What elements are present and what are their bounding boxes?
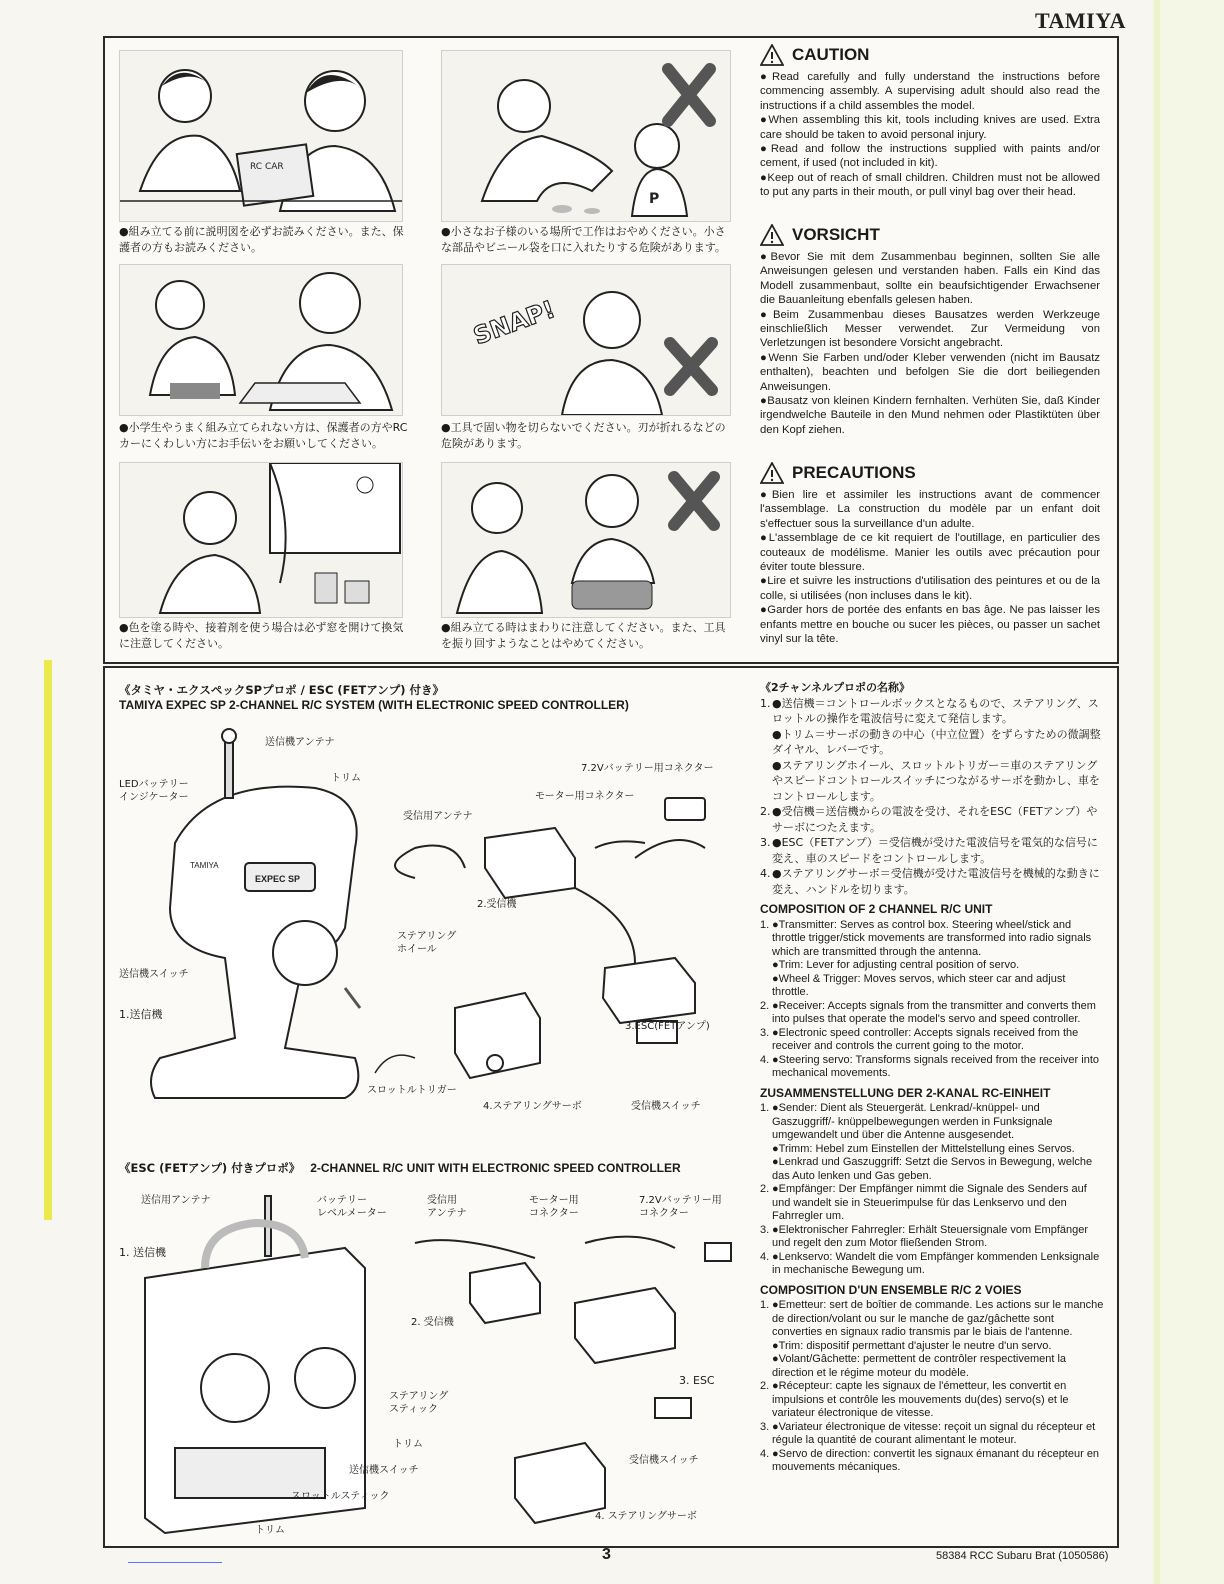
page-margin-edge (1154, 0, 1160, 1584)
label-trim-3: トリム (255, 1525, 285, 1536)
tool-swing-drawing (442, 463, 730, 617)
illustration-caption-3: ●小学生やうまく組み立てられない方は、保護者の方やRCカーにくわしい方にお手伝いをお願いしてください。 (119, 421, 408, 450)
snap-text: SNAP! (469, 295, 559, 351)
caution-en-item: ●When assembling this kit, tools including knives are used. Extra care should be taken to avoid personal injury. (760, 114, 1100, 141)
system2-title-jp: 《ESC (FETアンプ) 付きプロポ》 (119, 1161, 301, 1175)
caution-en-item: ●Read carefully and fully understand the instructions before commencing assembly. A supervising adult should also read the instructions if a child assembles the model. (760, 71, 1100, 112)
names-jp-item: ●ステアリングホイール、スロットルトリガー＝車のステアリングやスピードコントロールスイッチにつながるサーボを動かし、車をコントロールします。 (772, 758, 1100, 803)
names-jp-item: 1. ●送信機＝コントロールボックスとなるもので、ステアリング、スロットルの操作を電波信号に変えて発信します。 (760, 696, 1099, 725)
label-transmitter: 1.送信機 (119, 1008, 163, 1021)
comp-fr-item: 3. ●Variateur électronique de vitesse: reçoit un signal du récepteur et régule la quantité de courant alimentant le moteur. (760, 1420, 1096, 1446)
illustration-caption-5: ●色を塗る時や、接着剤を使う場合は必ず窓を開けて換気に注意してください。 (119, 621, 404, 650)
steering-servo-2 (515, 1443, 605, 1523)
names-column (760, 680, 1105, 1475)
label-rx-antenna-2b: アンテナ (427, 1208, 467, 1219)
small-child-drawing (442, 51, 730, 221)
label-battery-meter-2: レベルメーター (317, 1208, 387, 1219)
label-esc: 3.ESC(FETアンプ) (625, 1021, 710, 1032)
system2-title-en: 2-CHANNEL R/C UNIT WITH ELECTRONIC SPEED CONTROLLER (310, 1161, 681, 1175)
steering-servo (455, 993, 540, 1078)
label-rx-switch-2: 受信機スイッチ (629, 1455, 699, 1466)
illustration-caption-1: ●組み立てる前に説明図を必ずお読みください。また、保護者の方もお読みください。 (119, 225, 404, 254)
comp-fr-item: 4. ●Servo de direction: convertit les signaux émanant du récepteur en mouvements mécaniques. (760, 1447, 1100, 1473)
comp-fr-item: ●Trim: dispositif permettant d'ajuster le neutre d'un servo. (772, 1339, 1052, 1352)
transmitter-logo: TAMIYA (190, 861, 219, 870)
transmitter-box (145, 1196, 365, 1533)
comp-de-item: 2. ●Empfänger: Der Empfänger nimmt die Signale des Senders auf und wandelt sie in Steuerimpulse für das Lenkservo und den Fahrregler um. (760, 1183, 1087, 1222)
comp-de-title: ZUSAMMENSTELLUNG DER 2-KANAL RC-EINHEIT (760, 1085, 1051, 1100)
esc-unit (575, 798, 705, 1043)
label-throttle-stick: スロットルスティック (291, 1491, 390, 1502)
comp-en-item: 4. ●Steering servo: Transforms signals received from the receiver into mechanical movements. (760, 1053, 1099, 1079)
caution-fr-item: ●Garder hors de portée des enfants en bas âge. Ne pas laisser les enfants mettre en bouche ou sucer les pièces, ou passer un sachet vinyl sur la tête. (760, 604, 1100, 646)
illustration-caption-4: ●工具で固い物を切らないでください。刃が折れるなどの危険があります。 (441, 421, 726, 450)
caution-en-item: ●Keep out of reach of small children. Children must not be allowed to put any parts in their mouth, or pull vinyl bag over their head. (760, 171, 1100, 199)
vorsicht-title: VORSICHT (792, 225, 880, 244)
caution-fr-item: ●L'assemblage de ce kit requiert de l'outillage, en particulier des couteaux de modélisme. Manier les outils avec précaution pour éviter toute blessure. (760, 532, 1100, 574)
safety-panel (103, 36, 1119, 664)
comp-de-item: 3. ●Elektronischer Fahrregler: Erhält Steuersignale vom Empfänger und regelt den zum Motor fließenden Strom. (760, 1223, 1089, 1249)
comp-en-item: ●Trim: Lever for adjusting central position of servo. (772, 959, 1020, 971)
footer-code: 58384 RCC Subaru Brat (1050586) (936, 1550, 1109, 1562)
label-tx-antenna-2: 送信用アンテナ (141, 1195, 211, 1206)
system1-title-en: TAMIYA EXPEC SP 2-CHANNEL R/C SYSTEM (WITH ELECTRONIC SPEED CONTROLLER) (119, 698, 629, 712)
names-jp-item: 3. ●ESC（FETアンプ）＝受信機が受けた電波信号を電気的な信号に変え、車のスピードをコントロールします。 (760, 836, 1098, 865)
comp-de-item: 4. ●Lenkservo: Wandelt die vom Empfänger kommenden Lenksignale in mechanische Bewegung um. (760, 1250, 1100, 1276)
label-steering-servo-2: 4. ステアリングサーボ (595, 1511, 697, 1522)
page-margin-strip (1152, 0, 1224, 1584)
reading-manual-drawing (120, 51, 402, 221)
label-receiver-2: 2. 受信機 (411, 1317, 454, 1328)
ventilation-drawing (120, 463, 402, 617)
label-esc-2: 3. ESC (679, 1374, 715, 1387)
label-motor-connector: モーター用コネクター (535, 791, 635, 802)
label-steering-servo: 4.ステアリングサーボ (483, 1101, 582, 1112)
warning-triangle-icon (760, 224, 784, 246)
brand-logo: TAMIYA (1034, 8, 1126, 33)
esc-unit-2 (575, 1237, 731, 1418)
receiver-unit (415, 1240, 540, 1323)
caution-de-item: ●Wenn Sie Farben und/oder Kleber verwenden (nicht im Bausatz enthalten), beachten und befolgen Sie die dort beiliegenden Anweisungen. (760, 351, 1100, 393)
comp-en-title: COMPOSITION OF 2 CHANNEL R/C UNIT (760, 902, 993, 916)
label-trim: トリム (331, 773, 361, 784)
precautions-title: PRECAUTIONS (792, 463, 916, 482)
label-throttle-trigger: スロットルトリガー (367, 1085, 457, 1096)
caution-title: CAUTION (792, 45, 870, 64)
snap-drawing (442, 265, 730, 415)
caution-heading (760, 44, 869, 66)
comp-en-item: ●Wheel & Trigger: Moves servos, which steer car and adjust throttle. (772, 972, 1066, 998)
caution-de-item: ●Beim Zusammenbau dieses Bausatzes werden Werkzeuge einschließlich Messer verwendet. Zur Vermeidung von Verletzungen ist besondere Vorsicht angebracht. (760, 308, 1100, 350)
comp-de-item: ●Trimm: Hebel zum Einstellen der Mittelstellung eines Servos. (772, 1142, 1075, 1155)
label-trim-2: トリム (393, 1439, 423, 1450)
system2-diagram (115, 1188, 745, 1538)
label-steer-stick-2: スティック (389, 1404, 438, 1415)
label-tx-switch: 送信機スイッチ (119, 969, 189, 980)
system1-diagram (115, 718, 745, 1128)
warning-triangle-icon (760, 44, 784, 66)
label-rx-antenna: 受信用アンテナ (403, 811, 473, 822)
rc-system-panel (103, 666, 1119, 1548)
illustration-adult-help (119, 264, 403, 416)
comp-de-item: 1. ●Sender: Dient als Steuergerät. Lenkrad/-knüppel- und Gaszuggriff/- knüppelbewegungen werden in Funksignale umgewandelt und über die Antenne ausgesendet. (760, 1102, 1053, 1141)
illustration-reading-manual (119, 50, 403, 222)
label-steering-wheel-2: ホイール (397, 944, 437, 955)
comp-de-item: ●Lenkrad und Gaszuggriff: Setzt die Servos in Bewegung, welche das Auto lenken und Gas geben. (772, 1156, 1093, 1182)
receiver-box (395, 828, 575, 898)
caution-de-item: ●Bausatz von kleinen Kindern fernhalten. Verhüten Sie, daß Kinder irgendwelche Bauteile in den Mund nehmen oder Plastiktüten über den Kopf ziehen. (760, 395, 1100, 436)
precautions-heading (760, 462, 916, 484)
label-tx-switch-2: 送信機スイッチ (349, 1465, 419, 1476)
caution-en-text (760, 70, 1100, 200)
page-number: 3 (602, 1546, 611, 1563)
system2-title (119, 1160, 681, 1176)
warning-triangle-icon (760, 462, 784, 484)
comp-fr-item: ●Volant/Gâchette: permettent de contrôler respectivement la direction et le régime moteur du modèle. (772, 1353, 1067, 1379)
caution-fr-item: ●Lire et suivre les instructions d'utilisation des peintures et ou de la colle, si utilisées (non incluses dans le kit). (760, 575, 1100, 602)
label-motor-connector-2b: コネクター (529, 1208, 579, 1219)
comp-fr-item: 1. ●Emetteur: sert de boîtier de commande. Les actions sur le manche de direction/volant ou sur le manche de gaz/gâchette sont converties en signaux radio transmis par le biais de l'antenne. (760, 1299, 1104, 1338)
comp-fr-title: COMPOSITION D'UN ENSEMBLE R/C 2 VOIES (760, 1282, 1022, 1297)
label-battery-connector-2: 7.2Vバッテリー用 (639, 1195, 722, 1206)
label-transmitter-2: 1. 送信機 (119, 1246, 166, 1259)
label-tx-antenna: 送信機アンテナ (265, 737, 335, 748)
illustration-ventilation (119, 462, 403, 618)
system1-title-jp: 《タミヤ・エクスペックSPプロポ / ESC (FETアンプ) 付き》 (119, 683, 444, 697)
binding-highlight (44, 660, 52, 1220)
label-battery-connector-2b: コネクター (639, 1208, 689, 1219)
comp-en-item: 3. ●Electronic speed controller: Accepts signals received from the receiver and controls the current going to the motor. (760, 1026, 1079, 1052)
label-steering-wheel: ステアリング (397, 931, 457, 942)
names-jp-item: 4. ●ステアリングサーボ＝受信機が受けた電波信号を機械的な動きに変え、ハンドルを切ります。 (760, 867, 1100, 896)
label-receiver: 2.受信機 (477, 899, 517, 910)
names-jp-item: 2. ●受信機＝送信機からの電波を受け、それをESC（FETアンプ）やサーボにつたえます。 (760, 805, 1098, 834)
vorsicht-heading (760, 224, 880, 246)
caution-fr-text (760, 488, 1100, 646)
label-battery-meter: バッテリー (317, 1195, 367, 1206)
adult-help-drawing (120, 265, 402, 415)
transmitter-brand: EXPEC SP (255, 874, 301, 884)
caution-fr-item: ●Bien lire et assimiler les instructions avant de commencer l'assemblage. La construction du modèle par un enfant doit s'effectuer sous la surveillance d'un adulte. (760, 489, 1100, 530)
label-battery-connector: 7.2Vバッテリー用コネクター (581, 763, 714, 774)
comp-en-item: 1. ●Transmitter: Serves as control box. Steering wheel/stick and throttle trigger/stick movements are transformed into radio signals which are transmitted through the antenna. (760, 918, 1092, 958)
illustration-caption-2: ●小さなお子様のいる場所で工作はおやめください。小さな部品やビニール袋を口に入れたりする危険があります。 (441, 225, 726, 254)
caution-de-item: ●Bevor Sie mit dem Zusammenbau beginnen, sollten Sie alle Anweisungen gelesen und verstanden haben. Falls ein Kind das Modell zusammenbaut, sollte ein beaufsichtigender Erwachsener die Bauanleitung ebenfalls gelesen haben. (760, 251, 1100, 307)
caution-de-text (760, 250, 1100, 437)
label-led-2: インジケーター (119, 792, 189, 803)
illustration-snap (441, 264, 731, 416)
footer-rule (128, 1562, 222, 1563)
illustration-caption-6: ●組み立てる時はまわりに注意してください。また、工具を振り回すようなことはやめてください。 (441, 621, 726, 650)
book-cover-text: RC CAR (250, 162, 284, 172)
label-steer-stick: ステアリング (389, 1391, 449, 1402)
names-jp-item: ●トリム＝サーボの動きの中心（中立位置）をずらすための微調整ダイヤル、レバーです。 (772, 727, 1101, 756)
comp-fr-item: 2. ●Récepteur: capte les signaux de l'émetteur, les convertit en impulsions et contrôle les mouvements du(des) servo(s) et le variateur électronique de vitesse. (760, 1380, 1069, 1419)
illustration-tool-swing (441, 462, 731, 618)
label-motor-connector-2: モーター用 (529, 1195, 579, 1206)
label-rx-antenna-2: 受信用 (427, 1195, 457, 1206)
caution-en-item: ●Read and follow the instructions supplied with paints and/or cement, if used (not included in kit). (760, 143, 1100, 170)
names-jp-title: 《2チャンネルプロポの名称》 (760, 681, 910, 694)
svg-text:P: P (649, 191, 660, 207)
illustration-small-child (441, 50, 731, 222)
label-rx-switch: 受信機スイッチ (631, 1101, 701, 1112)
label-led: LEDバッテリー (119, 779, 189, 790)
comp-en-item: 2. ●Receiver: Accepts signals from the transmitter and converts them into pulses that operate the model's servo and speed controller. (760, 999, 1096, 1025)
